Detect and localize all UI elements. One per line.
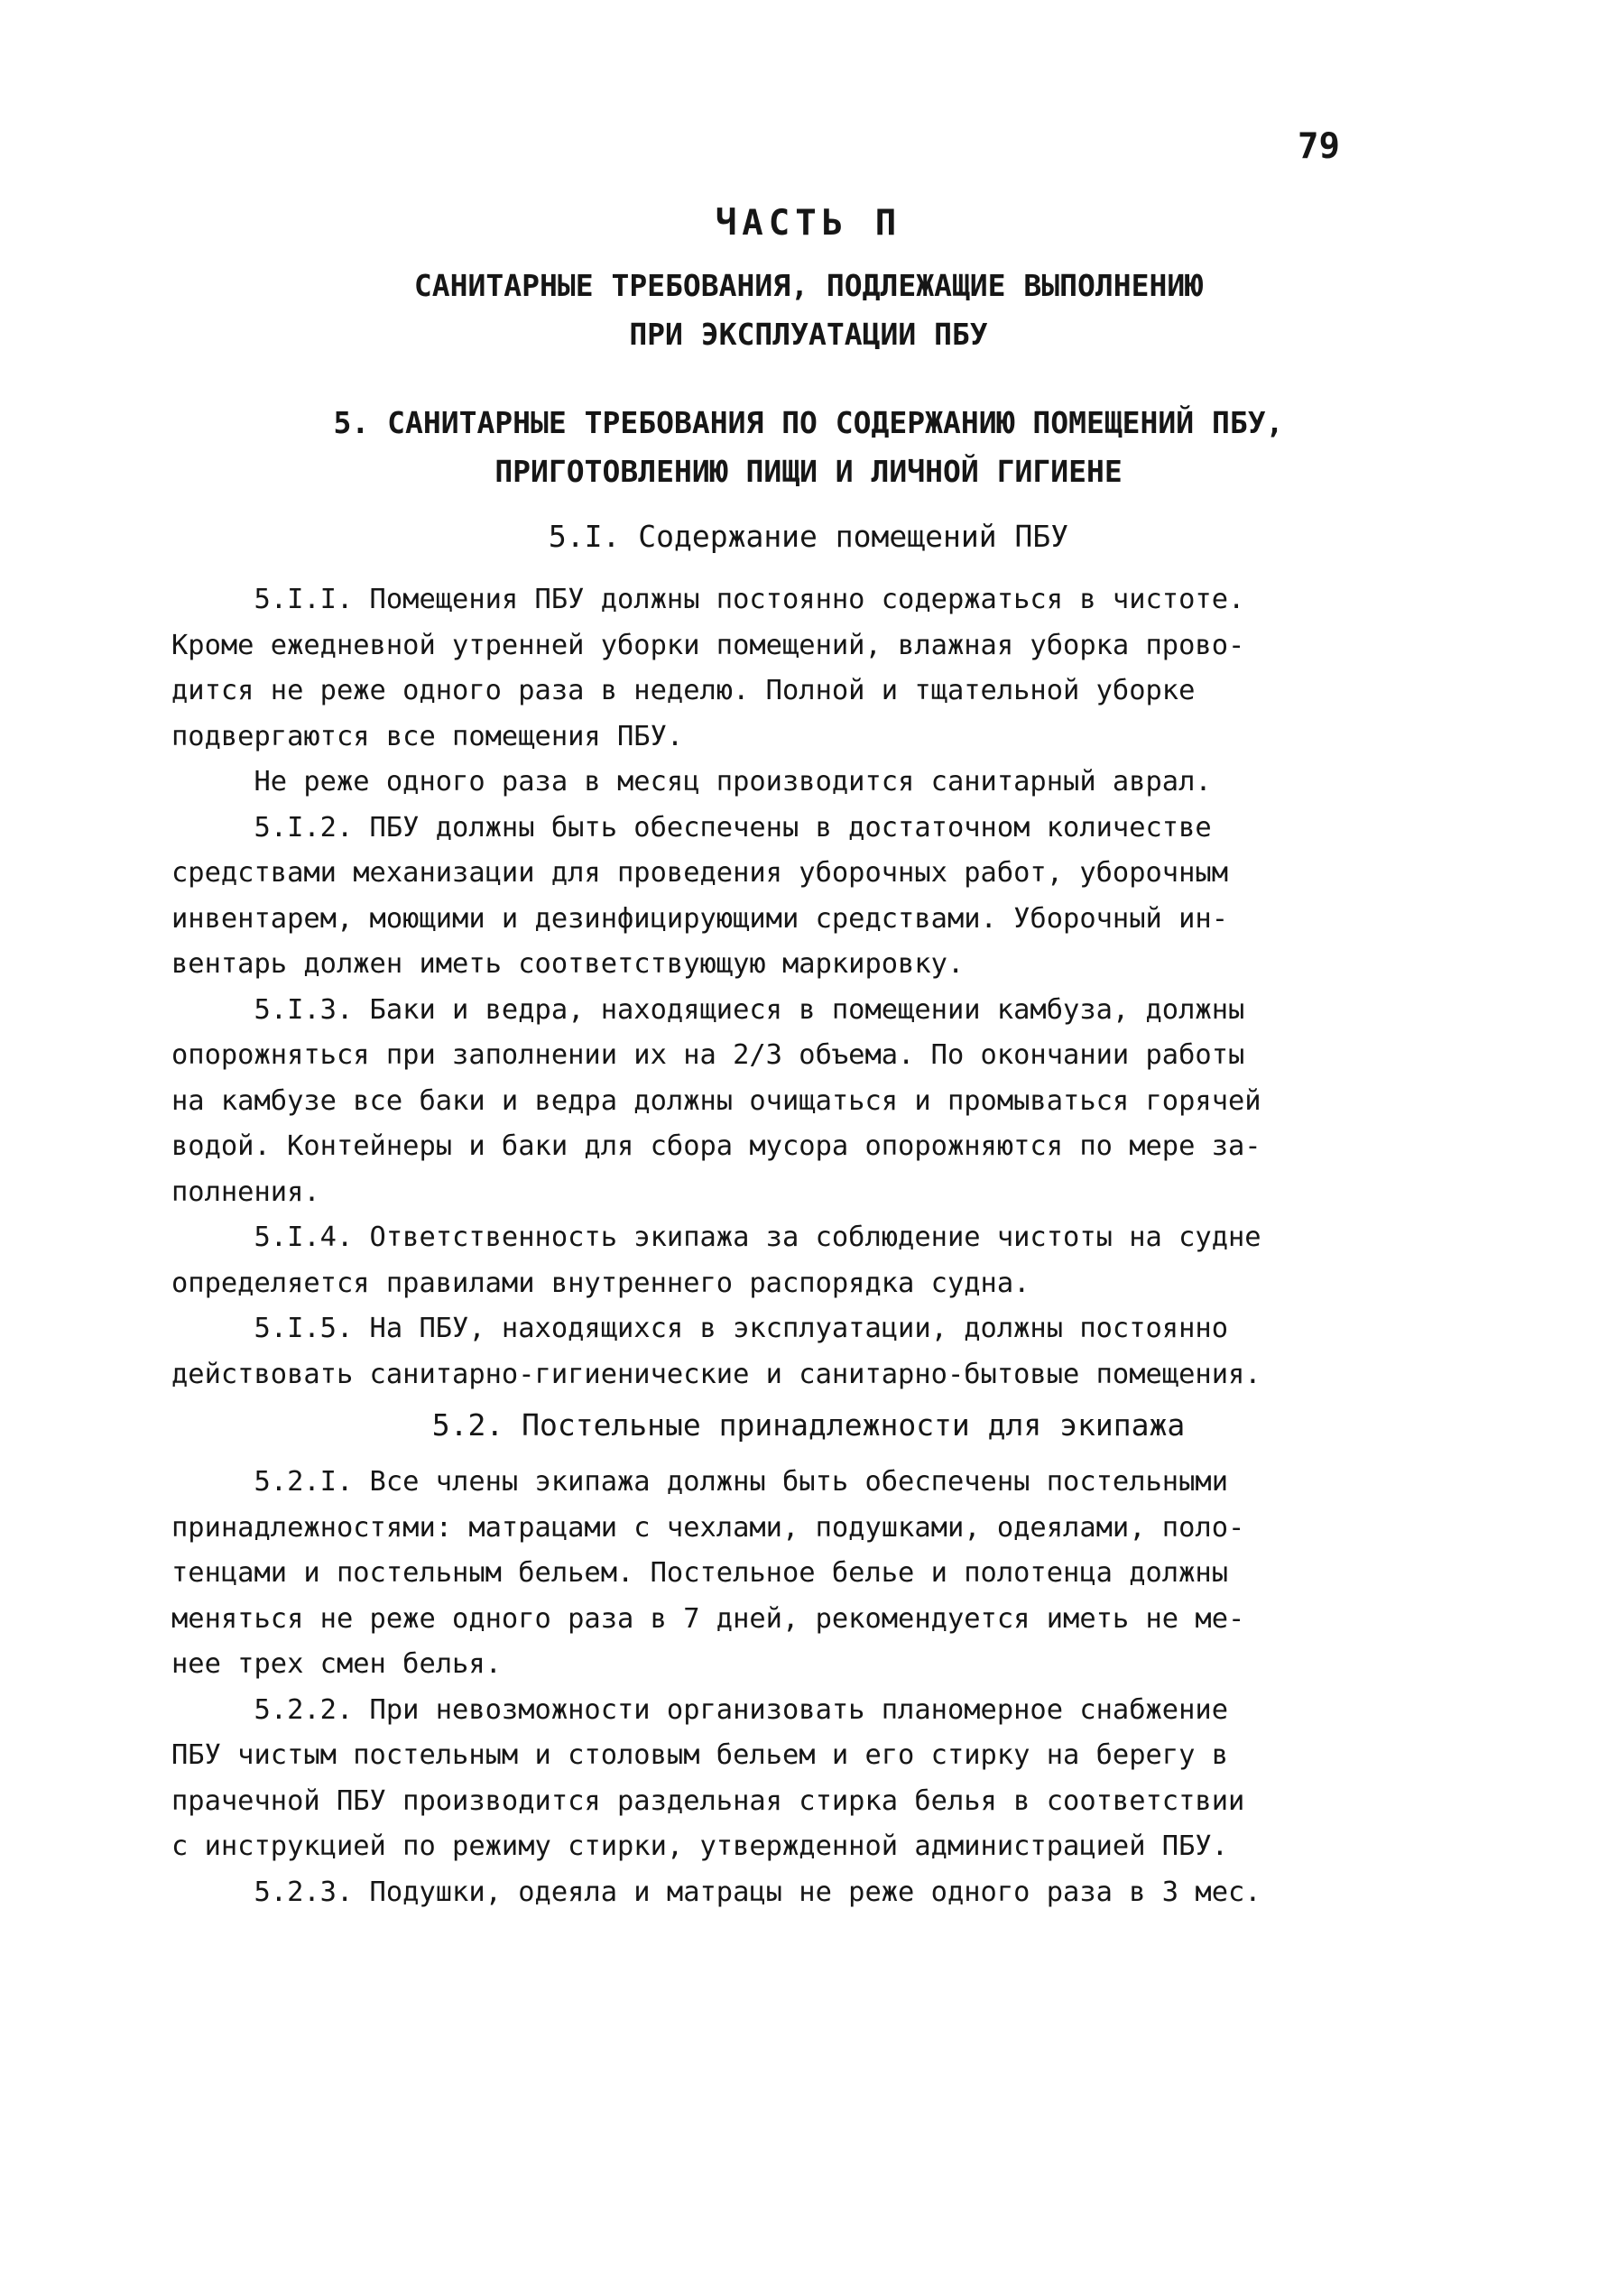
part-title	[0, 262, 1617, 359]
subsection-heading: 5.I. Содержание помещений ПБУ	[548, 519, 1069, 554]
subsection-heading: 5.2. Постельные принадлежности для экипажа	[431, 1407, 1186, 1443]
text-line: тенцами и постельным бельем. Постельное белье и полотенца должны	[171, 1557, 1228, 1589]
section-title	[0, 399, 1617, 496]
body-text-block	[171, 1460, 1408, 1915]
text-line: вентарь должен иметь соответствующую маркировку.	[171, 948, 965, 980]
section-title-line: 5. САНИТАРНЫЕ ТРЕБОВАНИЯ ПО СОДЕРЖАНИЮ ПОМЕЩЕНИЙ ПБУ,	[333, 405, 1284, 440]
text-line: 5.I.2. ПБУ должны быть обеспечены в достаточном количестве	[171, 811, 1212, 844]
text-line: подвергаются все помещения ПБУ.	[171, 720, 684, 752]
text-line: 5.2.2. При невозможности организовать планомерное снабжение	[171, 1693, 1228, 1726]
text-line: 5.I.5. На ПБУ, находящихся в эксплуатации, должны постоянно	[171, 1313, 1228, 1344]
text-line: опорожняться при заполнении их на 2/3 объема. По окончании работы	[171, 1039, 1245, 1071]
text-line: инвентарем, моющими и дезинфицирующими средствами. Уборочный ин-	[171, 902, 1228, 935]
page-number: 79	[1298, 126, 1340, 167]
text-line: 5.I.I. Помещения ПБУ должны постоянно содержаться в чистоте.	[171, 584, 1245, 615]
text-line: 5.I.4. Ответственность экипажа за соблюдение чистоты на судне	[171, 1222, 1261, 1253]
part-title-line: ПРИ ЭКСПЛУАТАЦИИ ПБУ	[629, 317, 988, 352]
text-line: принадлежностями: матрацами с чехлами, подушками, одеялами, поло-	[171, 1511, 1245, 1544]
part-heading: ЧАСТЬ П	[715, 203, 902, 244]
text-line: действовать санитарно-гигиенические и санитарно-бытовые помещения.	[171, 1358, 1261, 1390]
text-line: прачечной ПБУ производится раздельная стирка белья в соответствии	[171, 1784, 1245, 1817]
text-line: средствами механизации для проведения уборочных работ, уборочным	[171, 857, 1228, 889]
text-line: 5.2.3. Подушки, одеяла и матрацы не реже одного раза в 3 мес.	[171, 1876, 1261, 1908]
text-line: ПБУ чистым постельным и столовым бельем и его стирку на берегу в	[171, 1739, 1228, 1771]
text-line: Не реже одного раза в месяц производится санитарный аврал.	[171, 766, 1212, 798]
text-line: меняться не реже одного раза в 7 дней, рекомендуется иметь не ме-	[171, 1602, 1245, 1635]
text-line: дится не реже одного раза в неделю. Полной и тщательной уборке	[171, 675, 1196, 706]
text-line: 5.I.3. Баки и ведра, находящиеся в помещении камбуза, должны	[171, 993, 1245, 1026]
text-line: на камбузе все баки и ведра должны очищаться и промываться горячей	[171, 1084, 1261, 1117]
text-line: водой. Контейнеры и баки для сбора мусора опорожняются по мере за-	[171, 1130, 1261, 1162]
section-title-line: ПРИГОТОВЛЕНИЮ ПИЩИ И ЛИЧНОЙ ГИГИЕНЕ	[494, 454, 1123, 489]
body-text-block	[171, 577, 1408, 1397]
part-title-line: САНИТАРНЫЕ ТРЕБОВАНИЯ, ПОДЛЕЖАЩИЕ ВЫПОЛНЕНИЮ	[413, 268, 1204, 303]
text-line: 5.2.I. Все члены экипажа должны быть обеспечены постельными	[171, 1466, 1228, 1498]
text-line: с инструкцией по режиму стирки, утвержденной администрацией ПБУ.	[171, 1830, 1228, 1862]
text-line: определяется правилами внутреннего распорядка судна.	[171, 1267, 1030, 1299]
text-line: нее трех смен белья.	[171, 1648, 502, 1680]
text-line: Кроме ежедневной утренней уборки помещений, влажная уборка прово-	[171, 629, 1245, 661]
text-line: полнения.	[171, 1176, 320, 1208]
